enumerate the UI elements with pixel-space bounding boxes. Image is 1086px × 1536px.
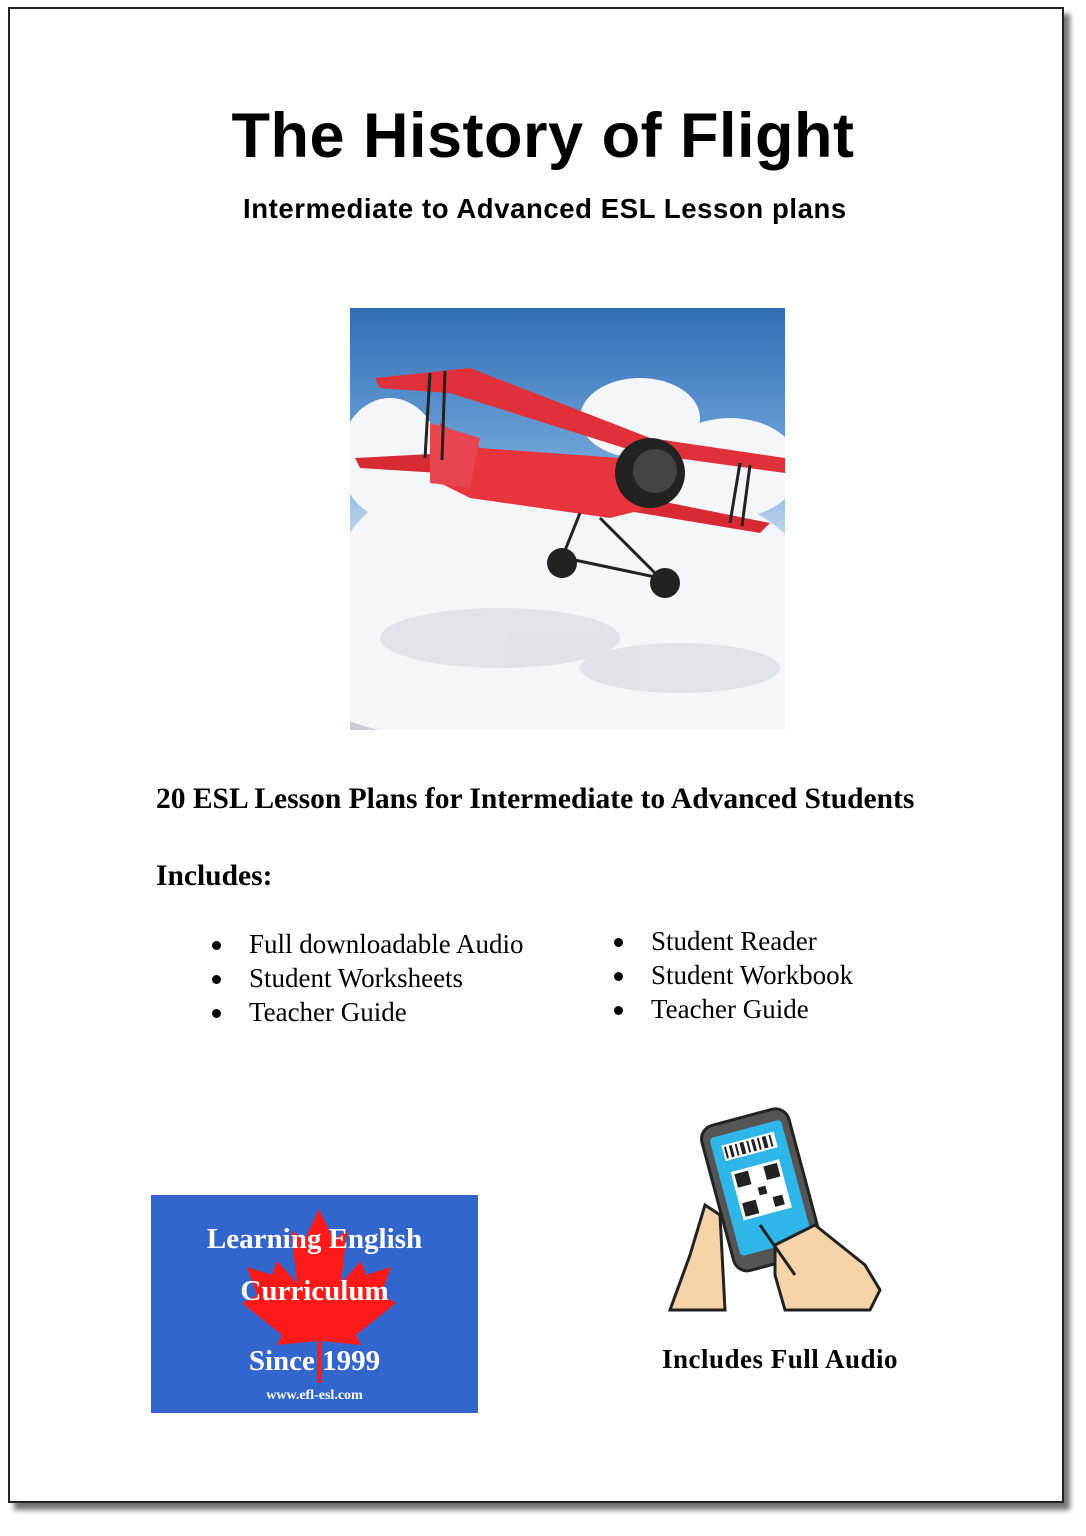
logo-line3: Since 1999 [248,1345,381,1377]
list-item [651,958,853,992]
list-item-label: Teacher Guide [249,997,407,1027]
list-item-label: Student Reader [651,926,817,956]
hero-image-biplane [350,308,785,730]
bullet-icon [212,1009,221,1018]
bullet-icon [212,975,221,984]
includes-label: Includes: [156,860,273,892]
includes-list-right [651,924,853,1026]
publisher-logo [151,1195,478,1413]
list-item-label: Student Workbook [651,960,854,990]
page-subtitle: Intermediate to Advanced ESL Lesson plans [243,193,847,224]
bullet-icon [614,1006,623,1015]
logo-url: www.efl-esl.com [266,1388,363,1403]
bullet-icon [614,972,623,981]
list-item [651,992,853,1026]
list-item [249,995,523,1029]
headline: 20 ESL Lesson Plans for Intermediate to Advanced Students [156,783,915,815]
phone-qr-scan-icon [665,1105,885,1313]
list-item [249,927,523,961]
page-title: The History of Flight [231,101,855,171]
logo-line2: Curriculum [240,1275,389,1307]
list-item [651,924,853,958]
includes-list-left [249,927,523,1029]
list-item-label: Teacher Guide [651,994,809,1024]
audio-caption: Includes Full Audio [661,1344,899,1374]
list-item-label: Student Worksheets [249,963,464,993]
list-item-label: Full downloadable Audio [249,929,524,959]
bullet-icon [212,941,221,950]
list-item [249,961,523,995]
logo-line1: Learning English [206,1223,423,1255]
bullet-icon [614,938,623,947]
